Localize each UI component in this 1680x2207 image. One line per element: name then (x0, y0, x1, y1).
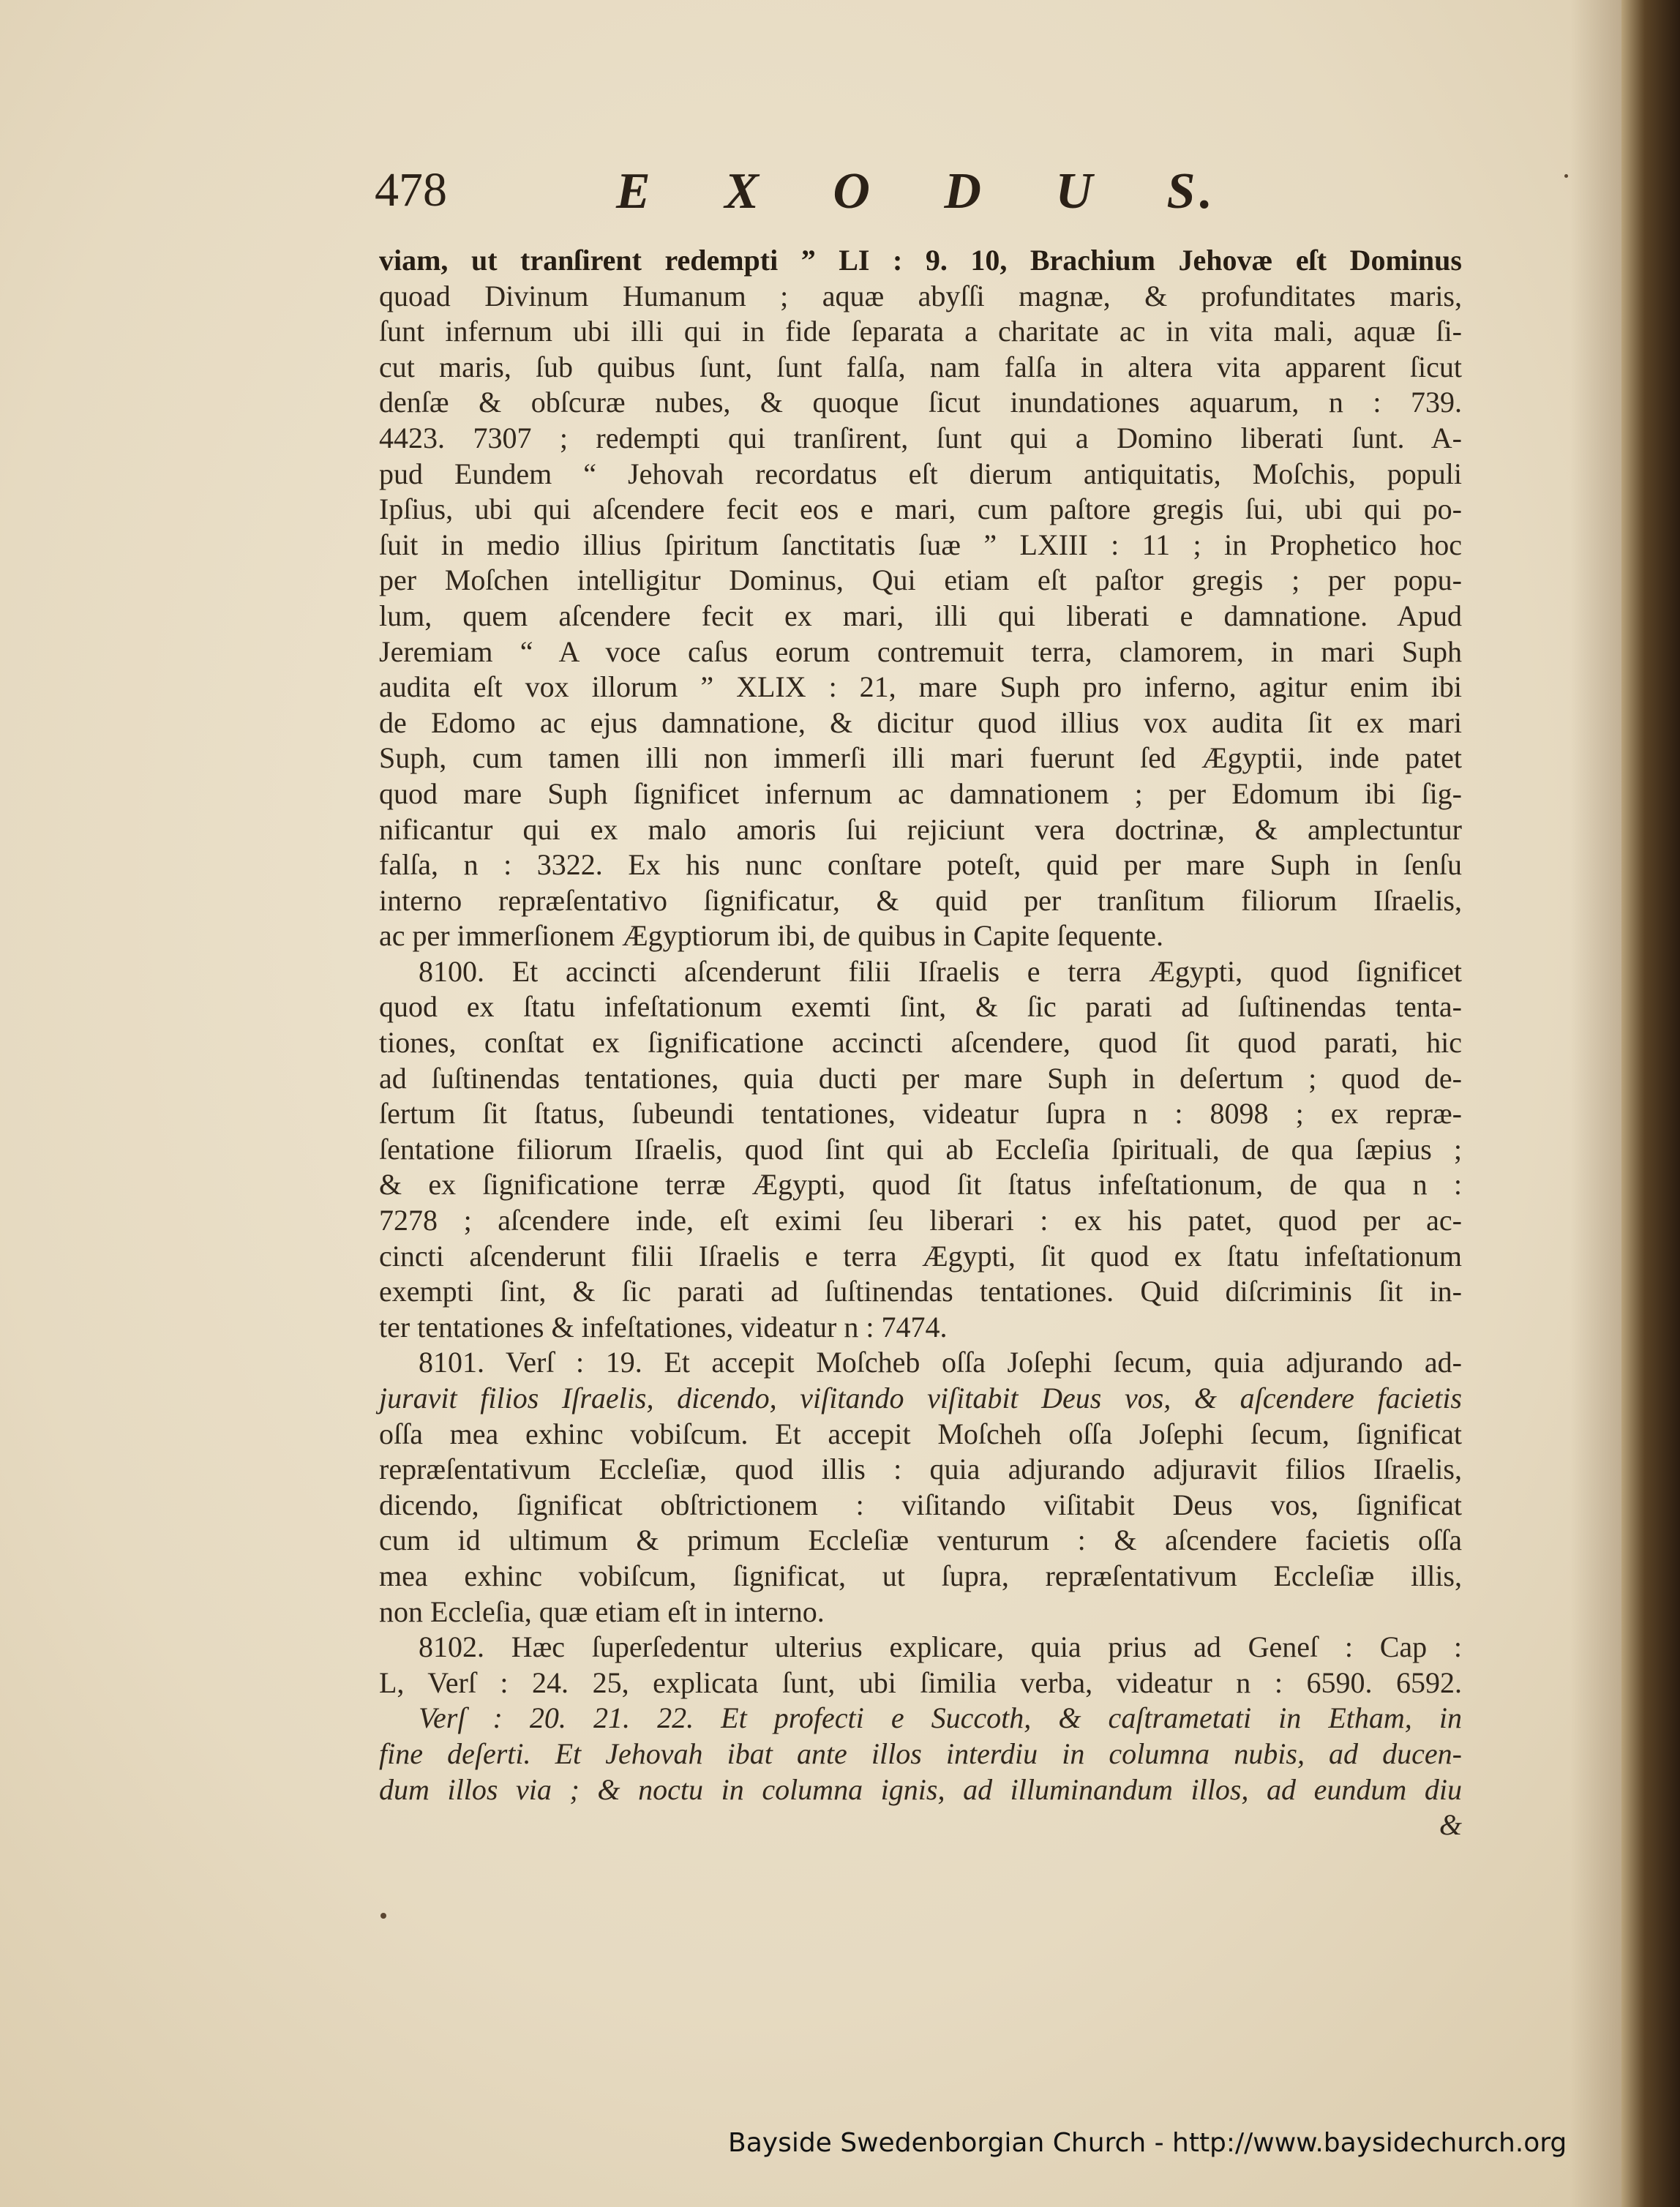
text-line: interno repræſentativo ſignificatur, & quid per tranſitum filiorum Iſraelis, (379, 883, 1462, 917)
footer-credit: Bayside Swedenborgian Church - http://www.baysidechurch.org (728, 2128, 1567, 2158)
page-edge-shadow (1570, 0, 1621, 2207)
body-text (379, 243, 1462, 1843)
text-line: ſuit in medio illius ſpiritum ſanctitatis ſuæ ” LXIII : 11 ; in Prophetico hoc (379, 528, 1462, 561)
text-line: L, Verſ : 24. 25, explicata ſunt, ubi ſimilia verba, videatur n : 6590. 6592. (379, 1665, 1462, 1699)
text-line: ſunt infernum ubi illi qui in fide ſeparata a charitate ac in vita mali, aquæ ſi- (379, 315, 1462, 348)
page-header (375, 162, 1465, 228)
text-line: cut maris, ſub quibus ſunt, ſunt falſa, nam falſa in altera vita apparent ſicut (379, 350, 1462, 383)
text-line: tiones, conſtat ex ſignificatione accincti aſcendere, quod ſit quod parati, hic (379, 1026, 1462, 1060)
text-line: ad ſuſtinendas tentationes, quia ducti per mare Suph in deſertum ; quod de- (379, 1061, 1462, 1095)
text-line: per Moſchen intelligitur Dominus, Qui etiam eſt paſtor gregis ; per popu- (379, 563, 1462, 597)
text-line: audita eſt vox illorum ” XLIX : 21, mare Suph pro inferno, agitur enim ibi (379, 670, 1462, 704)
text-line: Jeremiam “ A voce caſus eorum contremuit terra, clamorem, in mari Suph (379, 634, 1462, 668)
verse-heading: Verſ : 20. 21. 22. Et profecti e Succoth, & caſtrametati in Etham, in (419, 1701, 1462, 1735)
page-number: 478 (375, 163, 447, 217)
text-line: juravit filios Iſraelis, dicendo, viſitando viſitabit Deus vos, & aſcendere facietis (379, 1382, 1462, 1414)
text-line: ſertum ſit ſtatus, ſubeundi tentationes, videatur ſupra n : 8098 ; ex repræ- (379, 1097, 1462, 1131)
paragraph-8102-start: 8102. Hæc ſuperſedentur ulterius explicare, quia prius ad Geneſ : Cap : (419, 1630, 1462, 1664)
text-line: ſentatione filiorum Iſraelis, quod ſint qui ab Eccleſia ſpirituali, de qua ſæpius ; (379, 1132, 1462, 1166)
book-gutter (1621, 0, 1680, 2207)
text-line: lum, quem aſcendere fecit ex mari, illi qui liberati e damnatione. Apud (379, 599, 1462, 632)
text-line: repræſentativum Eccleſiæ, quod illis : quia adjurando adjuravit filios Iſraelis, (379, 1453, 1462, 1486)
text-line: cincti aſcenderunt filii Iſraelis e terra Ægypti, ſit quod ex ſtatu infeſtationum (379, 1239, 1462, 1273)
text-line: Ipſius, ubi qui aſcendere fecit eos e mari, cum paſtore gregis ſui, ubi qui po- (379, 492, 1462, 526)
ink-speck (380, 1913, 386, 1919)
text-line: fine deſerti. Et Jehovah ibat ante illos interdiu in columna nubis, ad ducen- (379, 1736, 1462, 1770)
text-line: quoad Divinum Humanum ; aquæ abyſſi magnæ, & profunditates maris, (379, 279, 1462, 312)
text-line: ter tentationes & infeſtationes, videatur n : 7474. (379, 1310, 948, 1344)
text-line: dicendo, ſignificat obſtrictionem : viſitando viſitabit Deus vos, ſignificat (379, 1488, 1462, 1521)
text-line: dum illos via ; & noctu in columna ignis, ad illuminandum illos, ad eundum diu (379, 1772, 1462, 1806)
text-line: ac per immerſionem Ægyptiorum ibi, de quibus in Capite ſequente. (379, 919, 1163, 953)
text-line: cum id ultimum & primum Eccleſiæ venturum : & aſcendere facietis oſſa (379, 1524, 1462, 1557)
paragraph-8100-start: 8100. Et accincti aſcenderunt filii Iſraelis e terra Ægypti, quod ſignificet (419, 954, 1462, 988)
text-line: nificantur qui ex malo amoris ſui rejiciunt vera doctrinæ, & amplectuntur (379, 812, 1462, 846)
catchword: & (1439, 1808, 1462, 1842)
text-line: pud Eundem “ Jehovah recordatus eſt dierum antiquitatis, Moſchis, populi (379, 457, 1462, 490)
ink-speck (1564, 174, 1568, 178)
text-line: & ex ſignificatione terræ Ægypti, quod ſit ſtatus infeſtationum, de qua n : (379, 1168, 1462, 1202)
text-line: non Eccleſia, quæ etiam eſt in interno. (379, 1595, 825, 1628)
text-line: exempti ſint, & ſic parati ad ſuſtinendas tentationes. Quid diſcriminis ſit in- (379, 1275, 1462, 1308)
running-title: E X O D U S. (616, 163, 1217, 220)
text-line: quod ex ſtatu infeſtationum exemti ſint, & ſic parati ad ſuſtinendas tenta- (379, 990, 1462, 1024)
paragraph-8101-start: 8101. Verſ : 19. Et accepit Moſcheb oſſa Joſephi ſecum, quia adjurando ad- (419, 1346, 1462, 1379)
text-line: de Edomo ac ejus damnatione, & dicitur quod illius vox audita ſit ex mari (379, 705, 1462, 739)
text-line: falſa, n : 3322. Ex his nunc conſtare poteſt, quid per mare Suph in ſenſu (379, 848, 1462, 882)
text-line: denſæ & obſcuræ nubes, & quoque ſicut inundationes aquarum, n : 739. (379, 386, 1462, 419)
text-line: viam, ut tranſirent redempti ” LI : 9. 10, Brachium Jehovæ eſt Dominus (379, 244, 1462, 277)
text-line: 4423. 7307 ; redempti qui tranſirent, ſunt qui a Domino liberati ſunt. A- (379, 421, 1462, 454)
text-line: Suph, cum tamen illi non immerſi illi mari fuerunt ſed Ægyptii, inde patet (379, 741, 1462, 775)
text-line: 7278 ; aſcendere inde, eſt eximi ſeu liberari : ex his patet, quod per ac- (379, 1204, 1462, 1237)
text-line: quod mare Suph ſignificet infernum ac damnationem ; per Edomum ibi ſig- (379, 776, 1462, 810)
text-line: mea exhinc vobiſcum, ſignificat, ut ſupra, repræſentativum Eccleſiæ illis, (379, 1559, 1462, 1592)
text-line: oſſa mea exhinc vobiſcum. Et accepit Moſcheh oſſa Joſephi ſecum, ſignificat (379, 1417, 1462, 1450)
